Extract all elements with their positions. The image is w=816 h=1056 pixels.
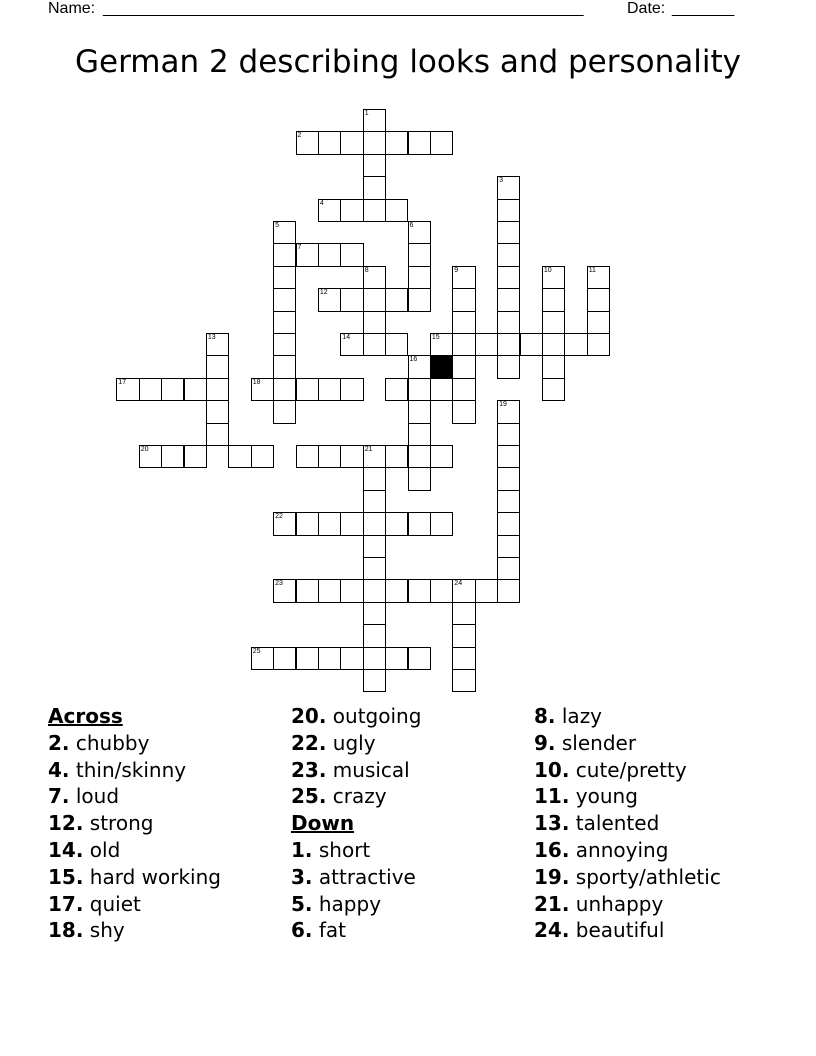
clue-column-2 — [291, 703, 421, 944]
grid-cell[interactable] — [363, 109, 386, 132]
clue-item — [291, 837, 421, 864]
clue-item-text: cute/pretty — [575, 757, 687, 782]
grid-cell[interactable] — [116, 378, 139, 401]
grid-cell[interactable] — [363, 490, 386, 513]
grid-cell[interactable] — [363, 467, 386, 490]
grid-cell[interactable] — [363, 579, 386, 602]
grid-cell[interactable] — [430, 131, 453, 154]
clue-item-number: 8. — [534, 704, 556, 728]
clue-item-number: 3. — [291, 864, 313, 889]
grid-cell[interactable] — [363, 669, 386, 692]
clue-item — [534, 891, 721, 918]
clue-item — [48, 783, 221, 810]
grid-cell[interactable] — [296, 378, 319, 401]
clue-item-text: slender — [561, 730, 637, 755]
grid-cell[interactable] — [497, 311, 520, 334]
grid-cell[interactable] — [273, 579, 296, 602]
clue-item — [48, 917, 221, 944]
grid-cell[interactable] — [340, 512, 363, 535]
grid-cell[interactable] — [452, 669, 475, 692]
clue-number: 9 — [454, 266, 459, 274]
grid-cell[interactable] — [206, 333, 229, 356]
grid-cell[interactable] — [408, 579, 431, 602]
grid-cell[interactable] — [273, 378, 296, 401]
grid-cell[interactable] — [430, 378, 453, 401]
grid-cell[interactable] — [497, 535, 520, 558]
clue-number: 24 — [454, 580, 463, 588]
grid-cell[interactable] — [363, 154, 386, 177]
clue-item-number: 12. — [48, 811, 84, 836]
clue-number: 3 — [499, 177, 503, 185]
clue-item-number: 23. — [291, 757, 327, 782]
grid-cell[interactable] — [363, 311, 386, 334]
clue-number: 4 — [319, 199, 324, 207]
grid-cell[interactable] — [430, 579, 453, 602]
grid-cell[interactable] — [363, 176, 386, 199]
grid-cell[interactable] — [497, 333, 520, 356]
grid-cell[interactable] — [542, 288, 565, 311]
clue-item-text: attractive — [318, 864, 416, 889]
clue-item-number: 15. — [48, 864, 84, 889]
grid-cell[interactable] — [363, 131, 386, 154]
grid-cell[interactable] — [318, 243, 341, 266]
clue-number: 21 — [364, 446, 373, 453]
clue-item — [534, 837, 721, 864]
grid-cell[interactable] — [318, 512, 341, 535]
clue-item — [534, 783, 721, 810]
grid-cell[interactable] — [296, 512, 319, 535]
name-label: Name: — [48, 0, 96, 17]
page-title: German 2 describing looks and personality — [74, 44, 741, 80]
grid-cell[interactable] — [385, 199, 408, 222]
clue-item — [291, 783, 421, 810]
clue-item — [48, 837, 221, 864]
clue-item — [534, 864, 721, 891]
grid-cell[interactable] — [542, 311, 565, 334]
grid-cell[interactable] — [318, 647, 341, 670]
grid-cell[interactable] — [542, 355, 565, 378]
grid-cell[interactable] — [273, 243, 296, 266]
clue-column-3 — [534, 703, 721, 944]
grid-cell[interactable] — [385, 512, 408, 535]
clue-number: 5 — [275, 222, 279, 229]
clue-number: 13 — [207, 334, 216, 341]
clue-number: 15 — [431, 334, 440, 341]
clue-item-number: 18. — [48, 918, 84, 943]
grid-cell[interactable] — [497, 557, 520, 580]
clue-item-number: 13. — [534, 811, 570, 836]
grid-cell[interactable] — [430, 445, 453, 468]
clue-item-text: short — [318, 837, 371, 862]
grid-cell[interactable] — [273, 647, 296, 670]
grid-cell[interactable] — [475, 579, 498, 602]
grid-cell[interactable] — [497, 512, 520, 535]
grid-cell[interactable] — [273, 311, 296, 334]
clue-item — [291, 757, 421, 784]
grid-cell[interactable] — [206, 423, 229, 446]
clue-item-text: old — [89, 837, 121, 862]
clue-item-number: 24. — [534, 918, 570, 943]
clue-item-text: beautiful — [575, 918, 665, 943]
grid-cell[interactable] — [497, 467, 520, 490]
clue-number: 23 — [275, 580, 283, 588]
clue-item-text: fat — [318, 918, 347, 943]
grid-cell[interactable] — [363, 266, 386, 289]
clue-item-number: 6. — [291, 918, 313, 943]
grid-cell[interactable] — [363, 647, 386, 670]
grid-cell[interactable] — [340, 378, 363, 401]
clue-item-text: happy — [318, 891, 382, 916]
date-label: Date: — [627, 0, 666, 17]
clue-number: 11 — [588, 266, 596, 274]
grid-cell[interactable] — [251, 445, 274, 468]
grid-cell[interactable] — [408, 467, 431, 490]
clue-item-number: 16. — [534, 837, 570, 862]
clue-item-text: strong — [89, 811, 154, 836]
grid-cell[interactable] — [139, 445, 162, 468]
clue-item-text: annoying — [575, 837, 669, 862]
clue-item-number: 21. — [534, 891, 570, 916]
clue-number: 1 — [364, 110, 369, 117]
grid-cell[interactable] — [452, 311, 475, 334]
grid-cell[interactable] — [296, 131, 319, 154]
grid-cell[interactable] — [497, 579, 520, 602]
clue-item-number: 25. — [291, 784, 327, 809]
grid-cell[interactable] — [228, 445, 251, 468]
grid-cell[interactable] — [497, 266, 520, 289]
clue-number: 22 — [275, 513, 283, 521]
grid-cell[interactable] — [273, 288, 296, 311]
grid-cell[interactable] — [542, 378, 565, 401]
grid-cell[interactable] — [340, 131, 363, 154]
clue-item — [534, 917, 721, 944]
grid-cell[interactable] — [340, 288, 363, 311]
clue-item — [534, 730, 721, 757]
clue-item — [48, 757, 221, 784]
clue-number: 6 — [409, 222, 414, 229]
clue-item — [48, 891, 221, 918]
clue-number: 14 — [342, 334, 351, 341]
grid-cell[interactable] — [408, 423, 431, 446]
grid-cell[interactable] — [452, 624, 475, 647]
grid-cell[interactable] — [161, 378, 184, 401]
grid-cell[interactable] — [497, 355, 520, 378]
clue-item-number: 7. — [48, 784, 70, 809]
grid-cell[interactable] — [587, 288, 610, 311]
grid-cell[interactable] — [452, 579, 475, 602]
grid-cell[interactable] — [452, 647, 475, 670]
grid-cell[interactable] — [520, 333, 543, 356]
grid-cell[interactable] — [452, 378, 475, 401]
clue-item-number: 5. — [291, 891, 313, 916]
grid-cell[interactable] — [363, 535, 386, 558]
blocked-cell — [430, 355, 453, 378]
grid-cell[interactable] — [452, 355, 475, 378]
grid-cell[interactable] — [340, 445, 363, 468]
grid-cell[interactable] — [296, 243, 319, 266]
grid-cell[interactable] — [273, 221, 296, 244]
grid-cell[interactable] — [318, 199, 341, 222]
clue-number: 8 — [364, 266, 369, 274]
grid-cell[interactable] — [542, 333, 565, 356]
clue-item — [291, 703, 421, 730]
grid-cell[interactable] — [430, 512, 453, 535]
grid-cell[interactable] — [452, 400, 475, 423]
clue-item-text: talented — [575, 811, 660, 836]
clue-item — [534, 757, 721, 784]
grid-cell[interactable] — [497, 288, 520, 311]
grid-cell[interactable] — [363, 199, 386, 222]
grid-cell[interactable] — [363, 557, 386, 580]
clue-item-number: 9. — [534, 730, 556, 755]
grid-cell[interactable] — [273, 512, 296, 535]
grid-cell[interactable] — [340, 333, 363, 356]
grid-cell[interactable] — [385, 647, 408, 670]
grid-cell[interactable] — [408, 221, 431, 244]
grid-cell[interactable] — [363, 602, 386, 625]
clue-number: 18 — [252, 378, 261, 386]
grid-cell[interactable] — [296, 647, 319, 670]
grid-cell[interactable] — [363, 333, 386, 356]
grid-cell[interactable] — [385, 445, 408, 468]
grid-cell[interactable] — [340, 243, 363, 266]
grid-cell[interactable] — [430, 333, 453, 356]
grid-cell[interactable] — [452, 602, 475, 625]
clue-item-number: 10. — [534, 757, 570, 782]
clue-number: 7 — [297, 244, 302, 252]
clue-item-number: 22. — [291, 730, 327, 755]
grid-cell[interactable] — [587, 266, 610, 289]
clue-item-number: 1. — [291, 837, 313, 862]
clue-item-number: 2. — [48, 730, 70, 755]
grid-cell[interactable] — [318, 288, 341, 311]
grid-cell[interactable] — [497, 490, 520, 513]
grid-cell[interactable] — [587, 333, 610, 356]
clue-item — [48, 810, 221, 837]
grid-cell[interactable] — [161, 445, 184, 468]
clue-item — [534, 703, 721, 730]
clue-item-text: sporty/athletic — [575, 864, 721, 889]
clue-item-number: 4. — [48, 757, 70, 782]
clue-item — [291, 864, 421, 891]
clue-item-text: musical — [332, 757, 410, 782]
grid-cell[interactable] — [273, 400, 296, 423]
grid-cell[interactable] — [139, 378, 162, 401]
grid-cell[interactable] — [452, 333, 475, 356]
grid-cell[interactable] — [273, 333, 296, 356]
clue-item-text: shy — [89, 918, 125, 943]
clue-item-text: ugly — [332, 730, 376, 755]
grid-cell[interactable] — [542, 266, 565, 289]
grid-cell[interactable] — [408, 288, 431, 311]
clue-number: 19 — [499, 401, 507, 409]
clue-item-text: hard working — [89, 864, 221, 889]
clue-number: 10 — [543, 266, 552, 274]
grid-cell[interactable] — [497, 423, 520, 446]
clue-item — [48, 864, 221, 891]
clue-item-text: lazy — [561, 704, 603, 728]
clue-item-text: loud — [75, 784, 120, 809]
clue-item — [534, 810, 721, 837]
clue-item-text: chubby — [75, 730, 150, 755]
grid-cell[interactable] — [408, 445, 431, 468]
grid-cell[interactable] — [408, 512, 431, 535]
grid-cell[interactable] — [184, 378, 207, 401]
grid-cell[interactable] — [251, 647, 274, 670]
grid-cell[interactable] — [385, 378, 408, 401]
grid-cell[interactable] — [564, 333, 587, 356]
clue-item-number: 17. — [48, 891, 84, 916]
grid-cell[interactable] — [587, 311, 610, 334]
grid-cell[interactable] — [408, 378, 431, 401]
clue-number: 20 — [140, 446, 149, 453]
grid-cell[interactable] — [363, 512, 386, 535]
date-line[interactable]: _______ — [672, 0, 735, 17]
grid-cell[interactable] — [184, 445, 207, 468]
clue-number: 16 — [409, 356, 418, 364]
grid-cell[interactable] — [206, 378, 229, 401]
grid-cell[interactable] — [363, 445, 386, 468]
clue-item-number: 14. — [48, 837, 84, 862]
clue-item-text: young — [575, 784, 638, 809]
grid-cell[interactable] — [452, 288, 475, 311]
grid-cell[interactable] — [497, 221, 520, 244]
grid-cell[interactable] — [497, 176, 520, 199]
clue-item-text: thin/skinny — [75, 757, 187, 782]
clue-item — [291, 730, 421, 757]
clue-item — [291, 891, 421, 918]
name-line[interactable]: ______________________________________________________ — [103, 0, 584, 17]
grid-cell[interactable] — [318, 445, 341, 468]
grid-cell[interactable] — [206, 400, 229, 423]
grid-cell[interactable] — [340, 199, 363, 222]
clue-item-text: unhappy — [575, 891, 664, 916]
grid-cell[interactable] — [497, 400, 520, 423]
grid-cell[interactable] — [385, 131, 408, 154]
grid-cell[interactable] — [340, 647, 363, 670]
grid-cell[interactable] — [408, 647, 431, 670]
grid-cell[interactable] — [385, 288, 408, 311]
grid-cell[interactable] — [497, 243, 520, 266]
grid-cell[interactable] — [497, 199, 520, 222]
grid-cell[interactable] — [408, 355, 431, 378]
grid-cell[interactable] — [475, 333, 498, 356]
grid-cell[interactable] — [273, 266, 296, 289]
clue-number: 2 — [297, 132, 302, 140]
grid-cell[interactable] — [206, 355, 229, 378]
grid-cell[interactable] — [251, 378, 274, 401]
clue-item-number: 19. — [534, 864, 570, 889]
grid-cell[interactable] — [296, 445, 319, 468]
grid-cell[interactable] — [318, 131, 341, 154]
clue-item-number: 11. — [534, 784, 570, 809]
clue-item-text: quiet — [89, 891, 141, 916]
grid-cell[interactable] — [497, 445, 520, 468]
grid-cell[interactable] — [385, 333, 408, 356]
grid-cell[interactable] — [408, 400, 431, 423]
grid-cell[interactable] — [363, 288, 386, 311]
grid-cell[interactable] — [318, 579, 341, 602]
clue-heading: Down — [291, 811, 355, 836]
grid-cell[interactable] — [408, 131, 431, 154]
grid-cell[interactable] — [296, 579, 319, 602]
grid-cell[interactable] — [385, 579, 408, 602]
clue-number: 17 — [118, 378, 127, 386]
grid-cell[interactable] — [363, 624, 386, 647]
clue-heading: Across — [48, 704, 123, 728]
grid-cell[interactable] — [340, 579, 363, 602]
grid-cell[interactable] — [318, 378, 341, 401]
clue-column-1 — [48, 703, 221, 944]
clue-item-text: outgoing — [332, 704, 422, 728]
grid-cell[interactable] — [408, 243, 431, 266]
clue-number: 12 — [319, 289, 328, 297]
clue-item-number: 20. — [291, 704, 327, 728]
clue-number: 25 — [252, 647, 261, 655]
grid-cell[interactable] — [452, 266, 475, 289]
grid-cell[interactable] — [273, 355, 296, 378]
clue-item — [291, 917, 421, 944]
grid-cell[interactable] — [408, 266, 431, 289]
clue-item — [48, 730, 221, 757]
clue-item-text: crazy — [332, 784, 387, 809]
